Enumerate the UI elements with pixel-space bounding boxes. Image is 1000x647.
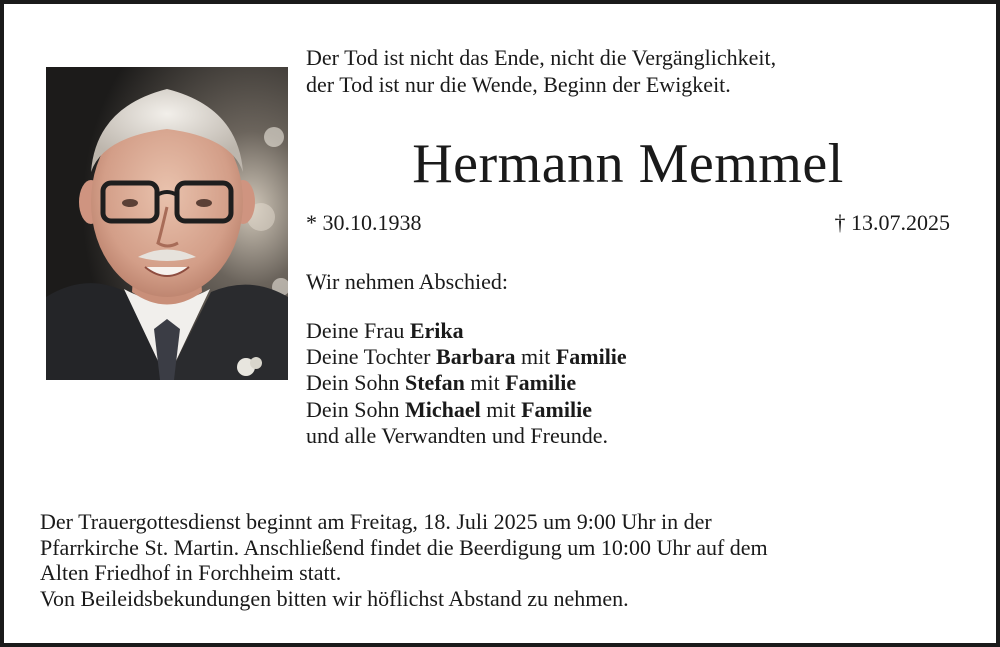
- quote-line: Der Tod ist nicht das Ende, nicht die Vergänglichkeit,: [306, 45, 777, 70]
- mourner-line: Dein Sohn Michael mit Familie: [306, 396, 592, 422]
- service-line: Pfarrkirche St. Martin. Anschließend findet die Beerdigung um 10:00 Uhr auf dem: [40, 534, 768, 560]
- portrait-photo: [46, 67, 288, 380]
- farewell-intro: Wir nehmen Abschied:: [306, 269, 508, 294]
- portrait-image: [46, 67, 288, 380]
- service-line: Von Beileidsbekundungen bitten wir höflichst Abstand zu nehmen.: [40, 585, 629, 611]
- birth-date: * 30.10.1938: [306, 210, 422, 235]
- deceased-name: Hermann Memmel: [412, 133, 844, 195]
- service-line: Alten Friedhof in Forchheim statt.: [40, 560, 342, 585]
- quote-line: der Tod ist nur die Wende, Beginn der Ewigkeit.: [306, 72, 731, 97]
- mourner-line: Dein Sohn Stefan mit Familie: [306, 370, 577, 396]
- service-line: Der Trauergottesdienst beginnt am Freitag, 18. Juli 2025 um 9:00 Uhr in der: [40, 509, 712, 534]
- mourners-closing: und alle Verwandten und Freunde.: [306, 422, 609, 448]
- memorial-quote: [306, 44, 776, 98]
- mourners-list: [306, 318, 627, 449]
- mourner-line: Deine Frau Erika: [306, 318, 464, 343]
- service-details: [40, 509, 768, 611]
- death-date: † 13.07.2025: [834, 210, 950, 235]
- mourner-line: Deine Tochter Barbara mit Familie: [306, 344, 627, 370]
